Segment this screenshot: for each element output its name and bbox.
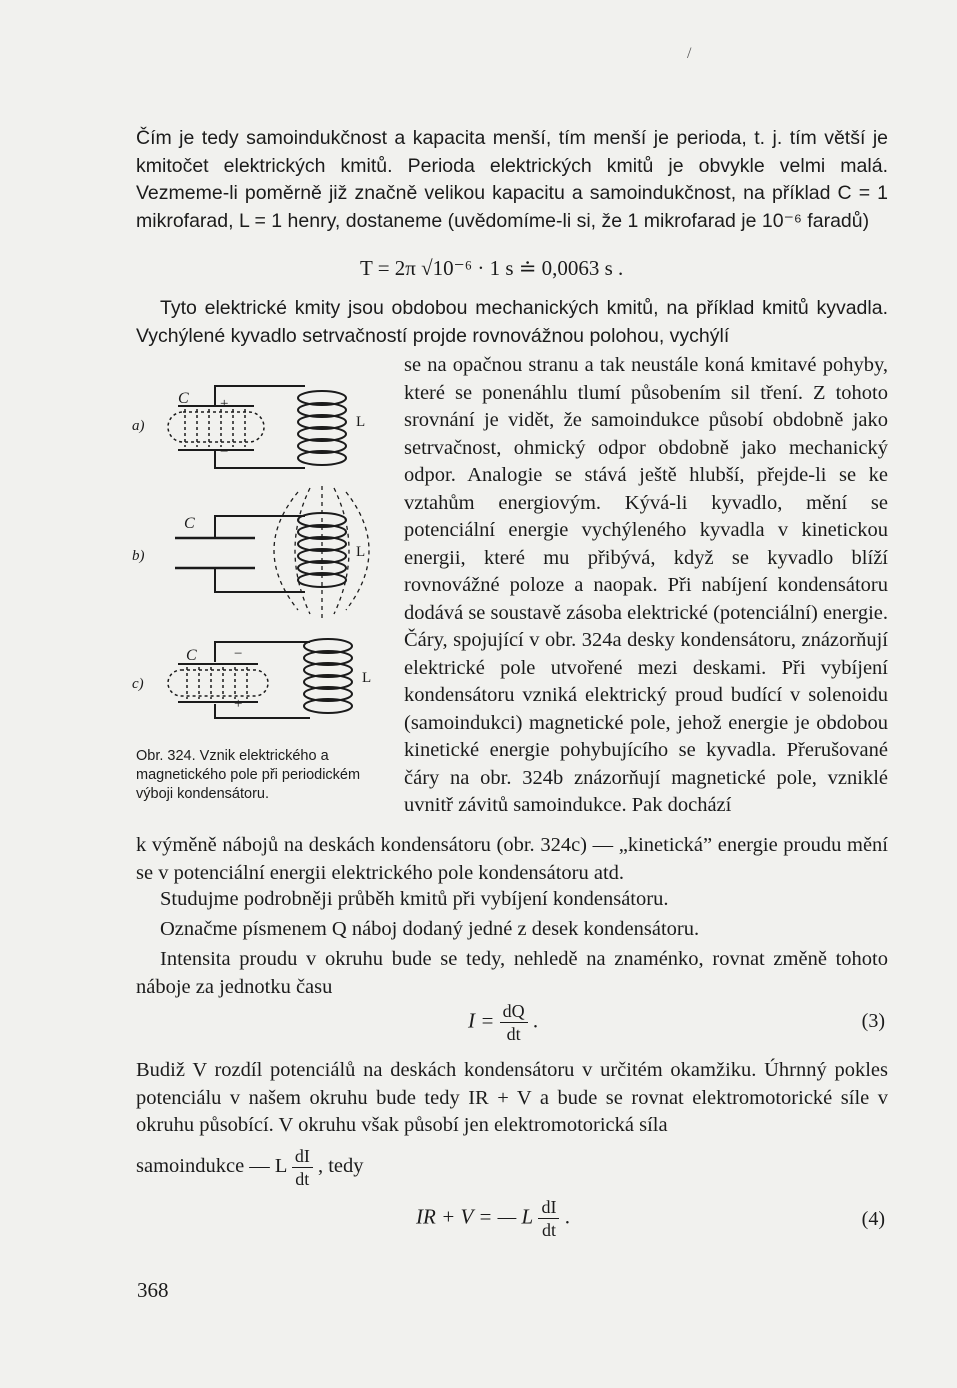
page-number: 368 — [137, 1278, 169, 1302]
equation-period: T = 2π √10⁻⁶ · 1 s ≐ 0,0063 s . — [360, 256, 624, 280]
fig-c-field-outline — [168, 670, 268, 696]
fig-a-plates — [178, 396, 254, 458]
equation-3-lhs: I = — [468, 1008, 495, 1033]
fig-a-minus: − — [220, 444, 229, 460]
fig-b-ind-label: L — [356, 544, 366, 560]
fig-c-wires — [215, 642, 310, 718]
paragraph-current: Intensita proudu v okruhu bude se tedy, nehledě na znaménko, rovnat změně tohoto náboje za jednotku času — [136, 948, 888, 998]
paragraph-study: Studujme podrobněji průběh kmitů při vybíjení kondensátoru. — [160, 888, 669, 910]
fig-label-b: b) — [132, 548, 145, 564]
equation-4-tail: . — [564, 1204, 570, 1229]
paragraph-analogy-column: se na opačnou stranu a tak neustále koná kmitavé pohyby, které se ponenáhlu tlumí působením sil tření. Z tohoto srovnání je vidět, že samoindukce působí obdobně jako setrvačnost, ohmický odpor obdobně jako mechanický odpor. Analogie se stává ještě hlubší, přejde-li se ke vztahům energiovým. Kývá-li kyvadlo, mění se potenciální energie vychýleného kyvadla v kinetickou energii, které mu přibývá, když se kyvadlo blíží rovnovážné poloze a naopak. Při nabíjení kondensátoru dodává se soustavě zásoba elektrické (potenciální) energie. Čáry, spojující v obr. 324a desky kondensátoru, znázorňují elektrické pole utvořené mezi deskami. Při vybíjení kondensátoru vzniká elektrický proud budící v solenoidu (samoindukci) magnetické pole, jehož energie je obdobou kinetické energie pohybujícího se kyvadla. Přerušované čáry na obr. 324b znázorňují magnetické pole, vzniklé uvnitř závitů samoindukce. Pak dochází — [404, 354, 889, 816]
line-self-induction — [136, 1145, 363, 1190]
paragraph-analogy-end: k výměně nábojů na deskách kondensátoru (obr. 324c) — „kinetická” energie proudu mění se v potenciální energii elektrického pole kondensátoru atd. — [136, 834, 888, 884]
fig-c-cap-label: C — [186, 647, 197, 664]
fig-b-plates — [175, 538, 255, 568]
equation-3-denominator: dt — [506, 1024, 521, 1044]
equation-4-lhs: IR + V = — L — [416, 1204, 534, 1229]
equation-4 — [416, 1196, 570, 1241]
paragraph-intro: Čím je tedy samoindukčnost a kapacita menší, tím menší je perioda, t. j. tím větší je kmitočet elektrických kmitů. Perioda elektrických kmitů je obvykle velmi malá. Vezmeme-li poměrně již značně velikou kapacitu a samoindukčnost, na příklad C = 1 mikrofarad, L = 1 henry, dostaneme (uvědomíme-li si, že 1 mikrofarad je 10⁻⁶ faradů) — [136, 127, 888, 232]
fig-a-ind-label: L — [356, 414, 366, 430]
paragraph-charge: Označme písmenem Q náboj dodaný jedné z desek kondensátoru. — [160, 918, 700, 940]
fig-c-plus: + — [234, 696, 243, 712]
fig-c-minus: − — [234, 646, 243, 662]
fig-b-cap-label: C — [184, 515, 195, 532]
equation-3 — [468, 1000, 538, 1045]
equation-4-fraction — [538, 1196, 559, 1241]
equation-4-denominator: dt — [541, 1220, 556, 1240]
self-induction-tail: , tedy — [317, 1155, 364, 1178]
fig-a-cap-label: C — [178, 390, 189, 407]
fig-b-wires — [215, 516, 305, 592]
fig-c-field-lines — [187, 667, 247, 699]
fig-a-field-outline — [168, 412, 264, 442]
equation-3-tail: . — [532, 1008, 539, 1033]
fig-a-plus: + — [220, 396, 229, 412]
fig-c-coil — [304, 639, 352, 713]
fig-a-wires — [215, 386, 305, 468]
fig-b-magnetic-field-lines — [274, 486, 369, 618]
equation-4-numerator: dI — [538, 1196, 559, 1219]
fig-label-c: c) — [132, 676, 144, 692]
self-induction-denominator: dt — [295, 1169, 310, 1189]
fig-label-a: a) — [132, 418, 145, 434]
self-induction-text: samoindukce — L — [136, 1155, 287, 1178]
fig-a-coil — [298, 391, 346, 465]
equation-4-number: (4) — [861, 1208, 885, 1230]
self-induction-fraction — [292, 1145, 313, 1190]
figure-324-circuits — [130, 378, 400, 748]
equation-3-numerator: dQ — [500, 1000, 528, 1023]
equation-3-fraction — [500, 1000, 528, 1045]
self-induction-numerator: dI — [292, 1145, 313, 1168]
paragraph-analogy-start: Tyto elektrické kmity jsou obdobou mechanických kmitů, na příklad kmitů kyvadla. Vychýlené kyvadlo setrvačností projde rovnovážnou polohou, vychýlí — [136, 297, 888, 347]
figure-caption: Obr. 324. Vznik elektrického a magnetického pole při periodickém výboji kondensátoru. — [136, 748, 361, 802]
paragraph-potential: Budiž V rozdíl potenciálů na deskách kondensátoru v určitém okamžiku. Úhrnný pokles potenciálu v našem okruhu bude tedy IR + V a bude se rovnat elektromotorické síle v okruhu působící. V okruhu však působí jen elektromotorická síla — [136, 1059, 888, 1136]
equation-3-number: (3) — [861, 1010, 885, 1032]
margin-mark: / — [687, 45, 692, 62]
fig-c-ind-label: L — [362, 670, 372, 686]
